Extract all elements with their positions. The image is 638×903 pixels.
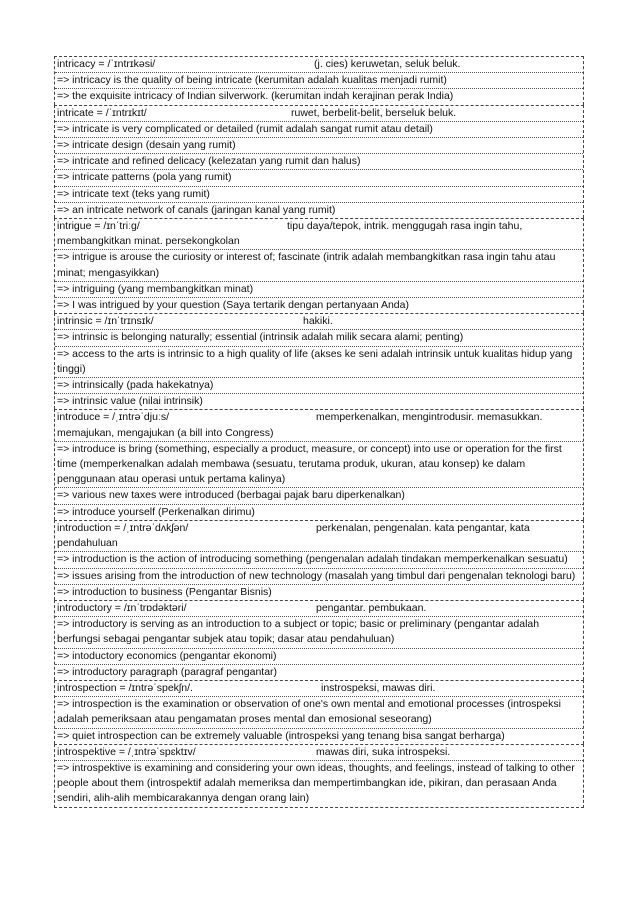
- entry-head: [55, 57, 583, 73]
- entry-intricate: [54, 105, 584, 218]
- entry-term: introspection = /ɪntrəˈspekʃn/.: [57, 681, 193, 694]
- entry-meaning: instrospeksi, mawas diri.: [321, 681, 436, 694]
- example-line: => intricate design (desain yang rumit): [55, 138, 583, 154]
- entry-head: [55, 601, 583, 617]
- entry-meaning: ruwet, berbelit-belit, berseluk beluk.: [291, 106, 457, 119]
- vocabulary-sheet: [54, 56, 584, 808]
- example-line: => intriguing (yang membangkitkan minat): [55, 282, 583, 298]
- example-line: => introspektive is examining and considering your own ideas, thoughts, and feelings, instead of talking to other people about them (introspektif adalah memeriksa dan mempertimbangkan ide, pikiran, dan perasaan Anda sendiri, alih-alih membicarakannya dengan orang lain): [57, 761, 575, 805]
- example-line: => intricate is very complicated or detailed (rumit adalah sangat rumit atau detail): [55, 122, 583, 138]
- example-line: => intrinsic is belonging naturally; essential (intrinsik adalah milik secara alami; penting): [55, 330, 583, 346]
- entry-meaning: mawas diri, suka introspeksi.: [316, 745, 451, 758]
- entry-head: [55, 745, 583, 761]
- entry-meaning: pengantar. pembukaan.: [316, 601, 427, 614]
- example-line: => intricacy is the quality of being intricate (kerumitan adalah kualitas menjadi rumit): [55, 73, 583, 89]
- example-line: => intricate text (teks yang rumit): [55, 187, 583, 203]
- entry-term: intricate = /ˈɪntrɪkɪt/: [57, 106, 147, 119]
- example-line: => introspection is the examination or observation of one's own mental and emotional processes (introspeksi adalah pemeriksaan atau pengamatan proses mental dan emosional seseorang): [55, 697, 583, 728]
- example-line: => intricate and refined delicacy (kelezatan yang rumit dan halus): [55, 154, 583, 170]
- example-line: => the exquisite intricacy of Indian silverwork. (kerumitan indah kerajinan perak India): [57, 90, 454, 103]
- entry-term: introspektive = /ˌɪntrəˈspɛktɪv/: [57, 745, 196, 758]
- entry-head: [55, 521, 583, 552]
- example-line: => introduce is bring (something, especially a product, measure, or concept) into use or operation for the first time (memperkenalkan adalah membawa (sesuatu, terutama produk, ukuran, atau konsep) ke dalam penggunaan atau operasi untuk pertama kalinya): [55, 442, 583, 489]
- entry-introductory: [54, 600, 584, 680]
- entry-introduction: [54, 520, 584, 600]
- entry-intrinsic: [54, 313, 584, 409]
- entry-head: [55, 314, 583, 330]
- entry-head: [55, 219, 583, 250]
- entry-head: [55, 410, 583, 441]
- entry-introduce: [54, 409, 584, 519]
- entry-meaning: hakiki.: [303, 315, 333, 328]
- example-line: => introductory is serving as an introduction to a subject or topic; basic or preliminary (pengantar adalah berfungsi sebagai pengantar subjek atau topik; dasar atau pendahuluan): [55, 617, 583, 648]
- example-line: => quiet introspection can be extremely valuable (introspeksi yang tenang bisa sangat berharga): [57, 729, 505, 742]
- example-line: => intoductory economics (pengantar ekonomi): [55, 649, 583, 665]
- example-line: => intrinsic value (nilai intrinsik): [57, 395, 203, 408]
- entry-term: introduce = /ˌɪntrəˈdjuːs/: [57, 411, 169, 424]
- example-line: => various new taxes were introduced (berbagai pajak baru diperkenalkan): [55, 488, 583, 504]
- entry-term: introduction = /ˌɪntrəˈdʌkʃən/: [57, 521, 189, 534]
- entry-term: intricacy = /ˈɪntrɪkəsi/: [57, 58, 156, 70]
- entry-intrigue: [54, 218, 584, 313]
- entry-introspektive: [54, 744, 584, 808]
- entry-head: [55, 681, 583, 697]
- example-line: => intricate patterns (pola yang rumit): [55, 170, 583, 186]
- example-line: => introduction to business (Pengantar Bisnis): [57, 585, 272, 598]
- entry-meaning: perkenalan, pengenalan. kata pengantar, kata pendahuluan: [57, 521, 530, 550]
- example-line: => I was intrigued by your question (Saya tertarik dengan pertanyaan Anda): [57, 299, 409, 312]
- example-line: => intrinsically (pada hakekatnya): [55, 378, 583, 394]
- entry-introspection: [54, 680, 584, 744]
- entry-term: intrigue = /ɪnˈtriːɡ/: [57, 220, 140, 233]
- example-line: => an intricate network of canals (jaringan kanal yang rumit): [57, 203, 336, 216]
- example-line: => issues arising from the introduction of new technology (masalah yang timbul dari pengenalan teknologi baru): [55, 569, 583, 585]
- entry-term: introductory = /ɪnˈtrɒdəktəri/: [57, 601, 187, 614]
- example-line: => introductory paragraph (paragraf pengantar): [57, 665, 278, 678]
- entry-meaning: memperkenalkan, mengintrodusir. memasukkan. memajukan, mengajukan (a bill into Congress): [57, 411, 543, 439]
- example-line: => introduce yourself (Perkenalkan dirimu): [57, 505, 255, 518]
- example-line: => intrigue is arouse the curiosity or interest of; fascinate (intrik adalah membangkitkan rasa ingin tahu atau minat; mengasyikkan): [55, 250, 583, 281]
- example-line: => introduction is the action of introducing something (pengenalan adalah tindakan memperkenalkan sesuatu): [55, 552, 583, 568]
- entry-meaning: tipu daya/tepok, intrik. menggugah rasa ingin tahu, membangkitkan minat. persekongkolan: [57, 220, 523, 248]
- example-line: => access to the arts is intrinsic to a high quality of life (akses ke seni adalah intrinsik untuk kualitas hidup yang tinggi): [55, 347, 583, 378]
- entry-intricacy: [54, 56, 584, 105]
- entry-meaning: (j. cies) keruwetan, seluk beluk.: [314, 58, 461, 70]
- entry-term: intrinsic = /ɪnˈtrɪnsɪk/: [57, 315, 154, 328]
- entry-head: [55, 106, 583, 122]
